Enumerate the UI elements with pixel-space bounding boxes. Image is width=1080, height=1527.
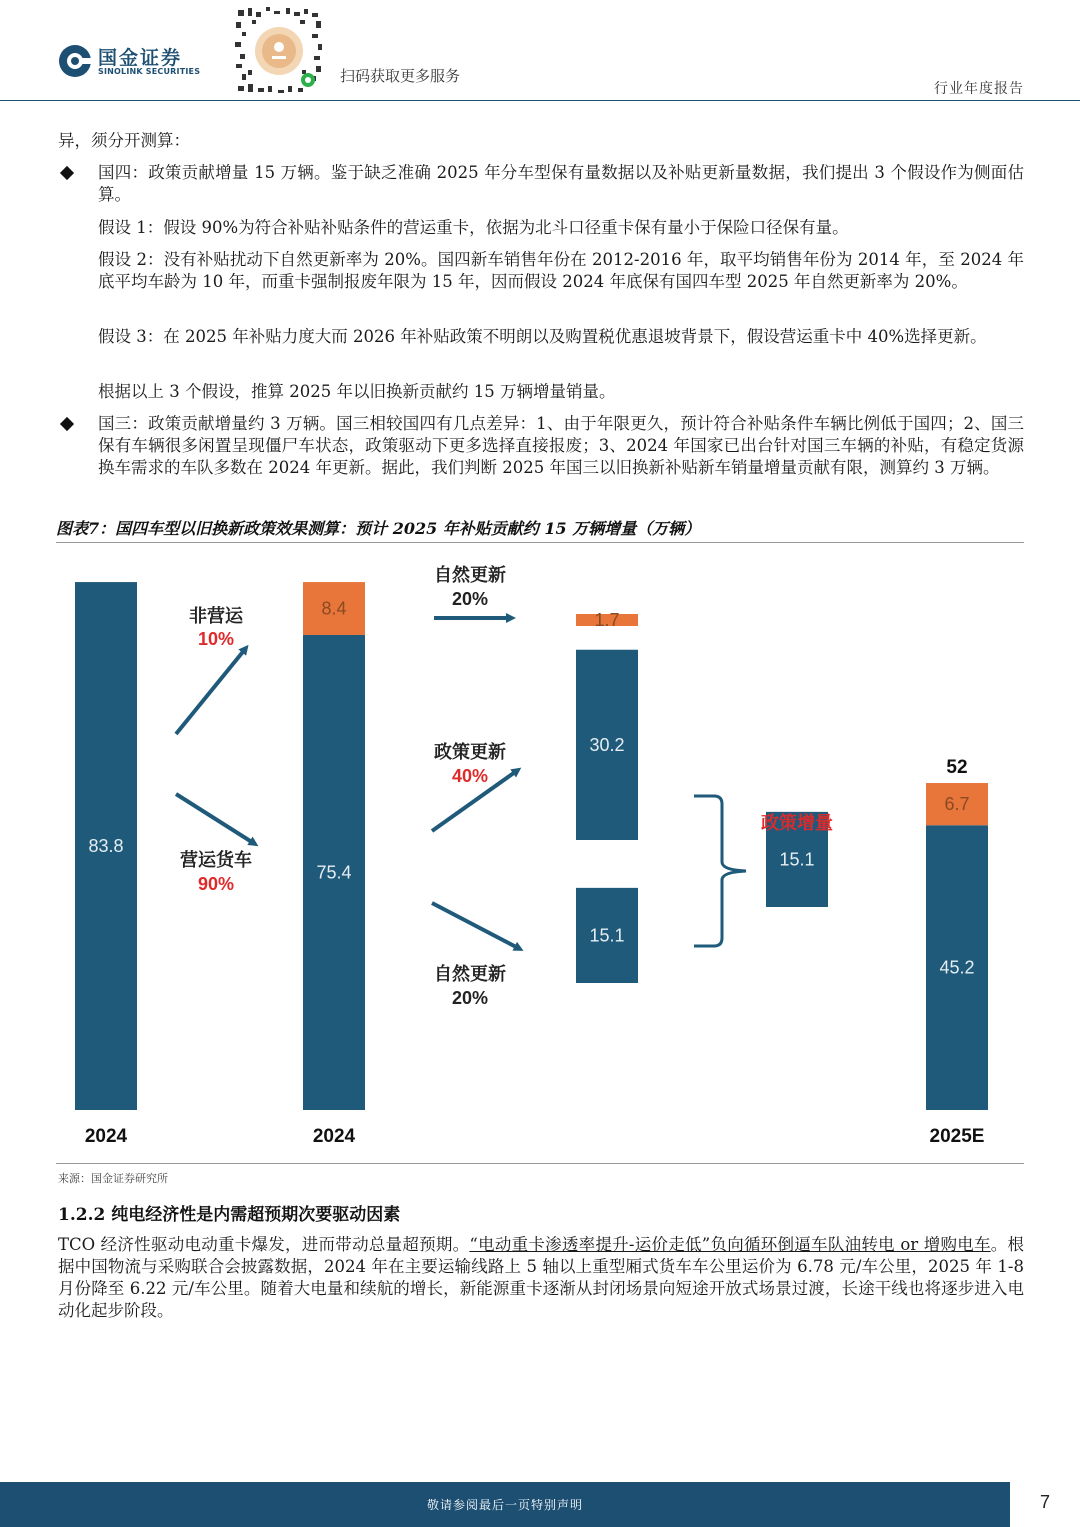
sinolink-logo-icon: [58, 44, 92, 78]
figure-divider-top: [56, 542, 1024, 543]
label-natural-bottom-pct: 20%: [451, 988, 489, 1008]
qr-caption: 扫码获取更多服务: [340, 67, 461, 85]
company-logo: [58, 40, 208, 84]
section-p-start: TCO 经济性驱动电动重卡爆发，进而带动总量超预期。: [58, 1235, 470, 1254]
label-policy: 政策更新: [434, 742, 506, 763]
assumption-1: 假设 1：假设 90%为符合补贴补贴条件的营运重卡，依据为北斗口径重卡保有量小于保险口径保有量。: [98, 218, 849, 237]
bar-label-b2024-0: 83.8: [88, 836, 124, 857]
report-type-label: 行业年度报告: [934, 81, 1024, 97]
assumption-conclusion: 根据以上 3 个假设，推算 2025 年以旧换新贡献约 15 万辆增量销量。: [98, 382, 616, 401]
figure-divider-bottom: [56, 1163, 1024, 1164]
bar-label-b2024split-0: 75.4: [316, 862, 352, 883]
brace-bracket: [694, 796, 746, 946]
label-natural-top-pct: 20%: [451, 589, 489, 609]
qr-code-icon[interactable]: [234, 6, 324, 96]
bullet-icon: [60, 166, 74, 180]
section-paragraph: [58, 1234, 1024, 1322]
label-policy-pct: 40%: [451, 766, 489, 786]
page-header: [0, 0, 1080, 102]
page-footer: [0, 1482, 1080, 1527]
bar-label-b2025-1: 6.7: [944, 794, 970, 815]
logo-name-en: SINOLINK SECURITIES: [98, 67, 201, 76]
x-label-b2024split: 2024: [312, 1126, 356, 1147]
bullet-guosi: 国四：政策贡献增量 15 万辆。鉴于缺乏准确 2025 年分车型保有量数据以及补贴更新量数据，我们提出 3 个假设作为侧面估算。: [98, 163, 1024, 204]
section-p-end: 。根据中国物流与采购联合会披露数据，2024 年在主要运输线路上 5 轴以上重型厢式货车车公里运价为 6.78 元/车公里，2025 年 1-8 月份降至 6.22 元/车公里。随着大电量和续航的增长，新能源重卡逐渐从封闭场景向短途开放式场景过渡，长途干线也将逐步进入电动化起步阶段。: [58, 1235, 1025, 1320]
header-divider: [0, 100, 1080, 101]
arrow-natural-bottom: [432, 903, 520, 949]
bar-label-bnat2-0: 15.1: [589, 925, 625, 946]
text-line-top: 异，须分开测算：: [58, 131, 190, 150]
assumption-2: 假设 2：没有补贴扰动下自然更新率为 20%。国四新车销售年份在 2012-2016 年，取平均销售年份为 2014 年，至 2024 年底平均车龄为 10 年，而重卡强制报废年限为 15 年，因而假设 2024 年底保有国四车型 2025 年自然更新率为 20%。: [98, 250, 1024, 291]
bar-total-b2025: 52: [946, 757, 968, 779]
logo-name-cn: 国金证券: [98, 47, 183, 69]
assumption-3: 假设 3：在 2025 年补贴力度大而 2026 年补贴政策不明朗以及购置税优惠退坡背景下，假设营运重卡中 40%选择更新。: [98, 327, 987, 346]
bar-label-bpolicy-0: 30.2: [589, 734, 625, 755]
bar-label-b2024split-1: 8.4: [321, 598, 347, 619]
bullet-guosan: 国三：政策贡献增量约 3 万辆。国三相较国四有几点差异：1、由于年限更久，预计符合补贴条件车辆比例低于国四；2、国三保有车辆很多闲置呈现僵尸车状态，政策驱动下更多选择直接报废；3、2024 年国家已出台针对国三车辆的补贴，有稳定货源换车需求的车队多数在 2024 年更新。据此，我们判断 2025 年国三以旧换新补贴新车销量增量贡献有限，测算约 3 万辆。: [98, 414, 1024, 477]
figure-source: 来源：国金证券研究所: [58, 1172, 168, 1185]
label-non-operating: 非营运: [189, 606, 243, 627]
chart-svg: [56, 548, 1024, 1160]
x-label-b2025: 2025E: [929, 1126, 985, 1147]
label-policy-increment: 政策增量: [761, 813, 833, 834]
figure-title: 图表7：国四车型以旧换新政策效果测算：预计 2025 年补贴贡献约 15 万辆增量（万辆）: [56, 519, 701, 538]
x-label-b2024: 2024: [84, 1126, 128, 1147]
section-title: 1.2.2 纯电经济性是内需超预期次要驱动因素: [58, 1205, 401, 1225]
footer-disclaimer[interactable]: 敬请参阅最后一页特别声明: [426, 1498, 583, 1512]
bar-label-bnat1-0: 1.7: [594, 610, 620, 630]
label-non-operating-pct: 10%: [197, 629, 235, 649]
chart-area: [56, 548, 1024, 1160]
label-natural-bottom: 自然更新: [434, 964, 506, 985]
arrow-non-operating: [176, 648, 246, 734]
section-p-underline: “电动重卡渗透率提升-运价走低”负向循环倒逼车队油转电 or 增购电车: [469, 1235, 991, 1254]
bar-label-bincrement-0: 15.1: [779, 849, 815, 870]
label-natural-top: 自然更新: [434, 565, 506, 586]
label-operating-pct: 90%: [197, 874, 235, 894]
label-operating: 营运货车: [180, 850, 252, 871]
arrow-operating: [176, 794, 255, 844]
bullet-icon: [60, 417, 74, 431]
page-number: 7: [1040, 1492, 1051, 1512]
bar-label-b2025-0: 45.2: [939, 957, 975, 978]
